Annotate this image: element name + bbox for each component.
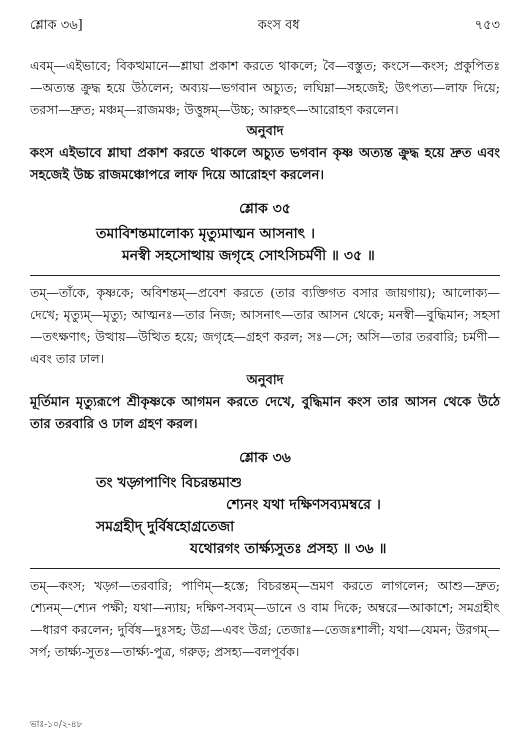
header-left: শ্লোক ৩৬] bbox=[30, 18, 83, 33]
divider bbox=[30, 275, 500, 276]
divider-2 bbox=[30, 568, 500, 569]
anuvad-heading-1: অনুবাদ bbox=[246, 124, 284, 139]
verse-35-line-2: মনস্বী সহসোত্থায় জগৃহে সোঽসিচর্মণী ॥ ৩৫ ॥ bbox=[122, 248, 375, 264]
verse-35-number: শ্লোক ৩৫ bbox=[239, 201, 291, 217]
page-header bbox=[30, 16, 500, 37]
translation-34: কংস এইভাবে শ্লাঘা প্রকাশ করতে থাকলে অচ্যুত ভগবান কৃষ্ণ অত্যন্ত ক্রুদ্ধ হয়ে দ্রুত এবং সহজেই উচ্চ রাজমঞ্চোপরে লাফ দিয়ে আরোহণ করলেন। bbox=[30, 146, 500, 183]
page bbox=[30, 16, 500, 663]
verse-36-line-3: সমগ্রহীদ্ দুর্বিষহোগ্রতেজা bbox=[96, 519, 235, 535]
anuvad-heading-2: অনুবাদ bbox=[246, 373, 284, 388]
verse-36-line-4: যথোরগং তার্ক্ষ্যসুতঃ প্রসহ্য ॥ ৩৬ ॥ bbox=[190, 541, 387, 557]
verse-36-line-1: তং খড়্গপাণিং বিচরন্তমাশু bbox=[96, 475, 242, 491]
word-meaning-35: তম্—তাঁকে, কৃষ্ণকে; অবিশন্তম্—প্রবেশ করতে (তার ব্যক্তিগত বসার জায়গায়); আলোক্য—দেখে; মৃত্যুম্—মৃত্যু; আত্মনঃ—তার নিজ; আসনাৎ—তার আসন থেকে; মনস্বী—বুদ্ধিমান; সহসা—তৎক্ষণাৎ; উত্থায়—উত্থিত হয়ে; জগৃহে—গ্রহণ করল; সঃ—সে; অসি—তার তরবারি; চর্মণী—এবং তার ঢাল। bbox=[30, 285, 500, 366]
word-meaning-36: তম্—কংস; খড়্গ—তরবারি; পাণিম্—হস্তে; বিচরন্তম্—ভ্রমণ করতে লাগলেন; আশু—দ্রুত; শ্যেনম্—শ্যেন পক্ষী; যথা—ন্যায়; দক্ষিণ-সব্যম্—ডানে ও বাম দিকে; অম্বরে—আকাশে; সমগ্রহীৎ—ধারণ করলেন; দুর্বিষ—দুঃসহ; উগ্র—এবং উগ্র; তেজাঃ—তেজঃশালী; যথা—যেমন; উরগম্—সর্প; তার্ক্ষ্য-সুতঃ—তার্ক্ষ্য-পুত্র, গরুড়; প্রসহ্য—বলপূর্বক। bbox=[30, 578, 500, 659]
word-meaning-34: এবম্—এইভাবে; বিকত্থমানে—শ্লাঘা প্রকাশ করতে থাকলে; বৈ—বস্তুত; কংসে—কংস; প্রকুপিতঃ—অত্যন্ত ক্রুদ্ধ হয়ে উঠলেন; অব্যয়—ভগবান অচ্যুত; লঘিম্না—সহজেই; উৎপত্য—লাফ দিয়ে; তরসা—দ্রুত; মঞ্চম্—রাজমঞ্চ; উত্তুঙ্গম্—উচ্চ; আরুহৎ—আরোহণ করলেন। bbox=[30, 58, 500, 117]
translation-35: মূর্তিমান মৃত্যুরূপে শ্রীকৃষ্ণকে আগমন করতে দেখে, বুদ্ধিমান কংস তার আসন থেকে উঠে তার তরবারি ও ঢাল গ্রহণ করল। bbox=[30, 395, 500, 432]
verse-36-line-2: শ্যেনং যথা দক্ষিণসব্যমম্বরে । bbox=[226, 497, 381, 513]
verse-36-number: শ্লোক ৩৬ bbox=[239, 450, 291, 466]
page-footer: ভাঃ-১০/২-৪৮ bbox=[30, 720, 83, 730]
header-title: কংস বধ bbox=[257, 18, 300, 33]
page-number: ৭৫৩ bbox=[474, 18, 500, 33]
verse-35-line-1: তমাবিশন্তমালোক্য মৃত্যুমাত্মন আসনাৎ । bbox=[96, 226, 315, 242]
